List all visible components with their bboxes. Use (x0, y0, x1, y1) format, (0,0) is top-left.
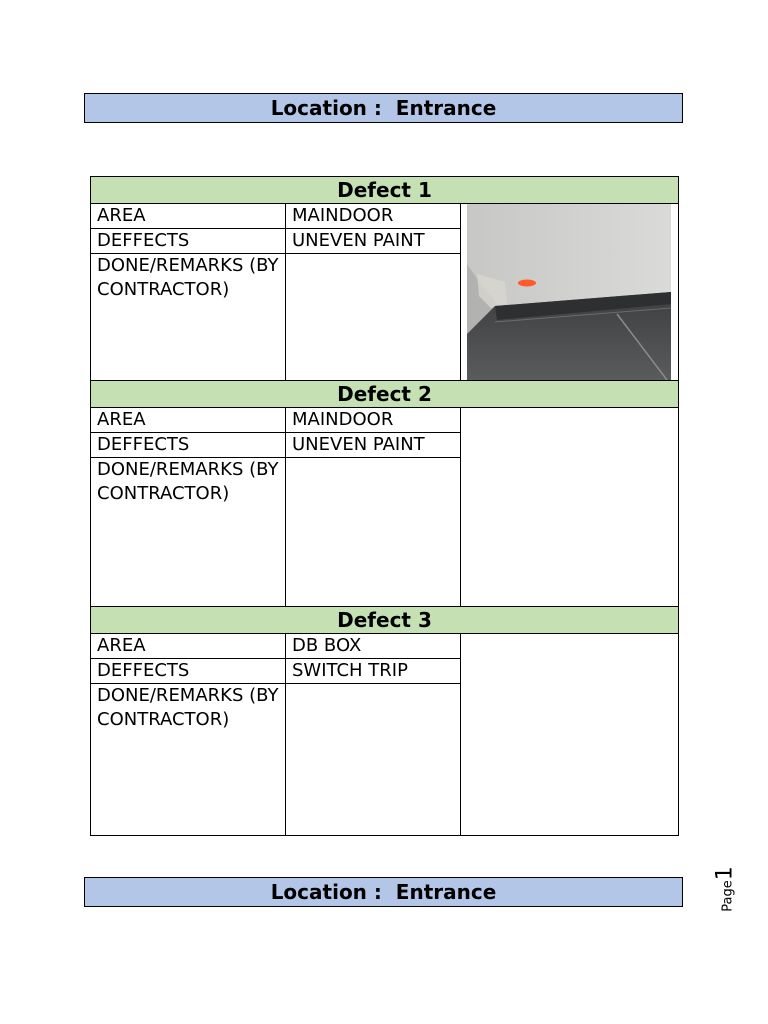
defects-label: DEFFECTS (91, 229, 286, 254)
defect-title: Defect 2 (91, 381, 679, 408)
photo-cell (461, 204, 679, 381)
defect-header-row (91, 177, 679, 204)
area-row (91, 408, 679, 433)
area-value: DB BOX (286, 634, 461, 659)
defects-label: DEFFECTS (91, 433, 286, 458)
location-header-footer: Location : Entrance (84, 877, 683, 907)
area-label: AREA (91, 634, 286, 659)
area-row (91, 634, 679, 659)
remarks-label: DONE/REMARKS (BY CONTRACTOR) (91, 458, 286, 607)
photo-cell (461, 634, 679, 836)
defect-title: Defect 3 (91, 607, 679, 634)
remarks-value[interactable] (286, 684, 461, 836)
area-label: AREA (91, 204, 286, 229)
remarks-label: DONE/REMARKS (BY CONTRACTOR) (91, 254, 286, 381)
defect-photo-image (467, 204, 671, 380)
page-label: Page (720, 880, 736, 912)
page-number (712, 862, 738, 916)
defects-value: SWITCH TRIP (286, 659, 461, 684)
area-row (91, 204, 679, 229)
defects-value: UNEVEN PAINT (286, 433, 461, 458)
area-value: MAINDOOR (286, 408, 461, 433)
remarks-value[interactable] (286, 458, 461, 607)
area-label: AREA (91, 408, 286, 433)
defect-header-row (91, 607, 679, 634)
area-value: MAINDOOR (286, 204, 461, 229)
defect-photo (467, 204, 671, 380)
remarks-value[interactable] (286, 254, 461, 381)
defects-value: UNEVEN PAINT (286, 229, 461, 254)
photo-cell (461, 408, 679, 607)
defects-label: DEFFECTS (91, 659, 286, 684)
defect-header-row (91, 381, 679, 408)
location-header: Location : Entrance (84, 93, 683, 123)
defects-table (90, 176, 679, 836)
defect-title: Defect 1 (91, 177, 679, 204)
page-number-value: 1 (712, 866, 738, 881)
remarks-label: DONE/REMARKS (BY CONTRACTOR) (91, 684, 286, 836)
